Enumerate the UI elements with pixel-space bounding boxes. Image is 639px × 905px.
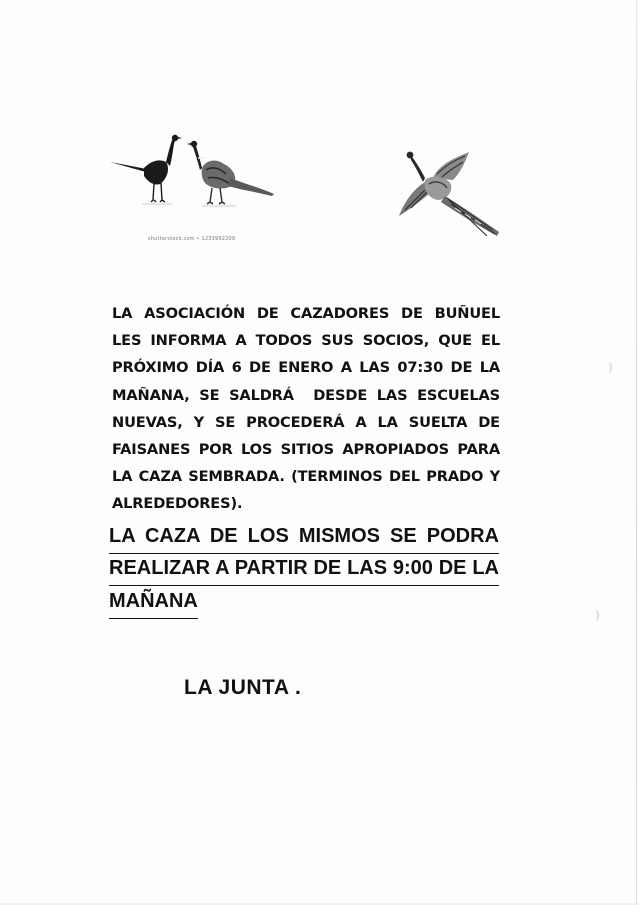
hunting-notice [109, 520, 499, 618]
scan-edge-right [636, 0, 637, 905]
scan-mark: ) [595, 608, 600, 622]
scan-mark: ) [608, 360, 613, 374]
announcement-line: NUEVAS, Y SE PROCEDERÁ A LA SUELTA DE [112, 413, 500, 431]
image-caption: shutterstock.com • 1233992209 [148, 236, 236, 242]
announcement-line: ALREDEDORES). [112, 495, 243, 513]
notice-line: MAÑANA [109, 585, 198, 619]
pheasant-flying-icon [395, 138, 507, 248]
signature: LA JUNTA . [184, 676, 302, 699]
notice-line: LA CAZA DE LOS MISMOS SE PODRA [109, 520, 499, 554]
announcement-line: FAISANES POR LOS SITIOS APROPIADOS PARA [112, 441, 500, 459]
notice-line: REALIZAR A PARTIR DE LAS 9:00 DE LA [109, 552, 499, 586]
announcement-line: PRÓXIMO DÍA 6 DE ENERO A LAS 07:30 DE LA [112, 359, 500, 377]
announcement-line: LA ASOCIACIÓN DE CAZADORES DE BUÑUEL [112, 305, 500, 322]
announcement-line: LES INFORMA A TODOS SUS SOCIOS, QUE EL [112, 332, 500, 350]
pheasant-pair-icon [106, 128, 276, 212]
announcement-text [112, 300, 500, 518]
announcement-line: LA CAZA SEMBRADA. (TERMINOS DEL PRADO Y [112, 468, 500, 486]
announcement-line: MAÑANA, SE SALDRÁ DESDE LAS ESCUELAS [112, 386, 500, 404]
